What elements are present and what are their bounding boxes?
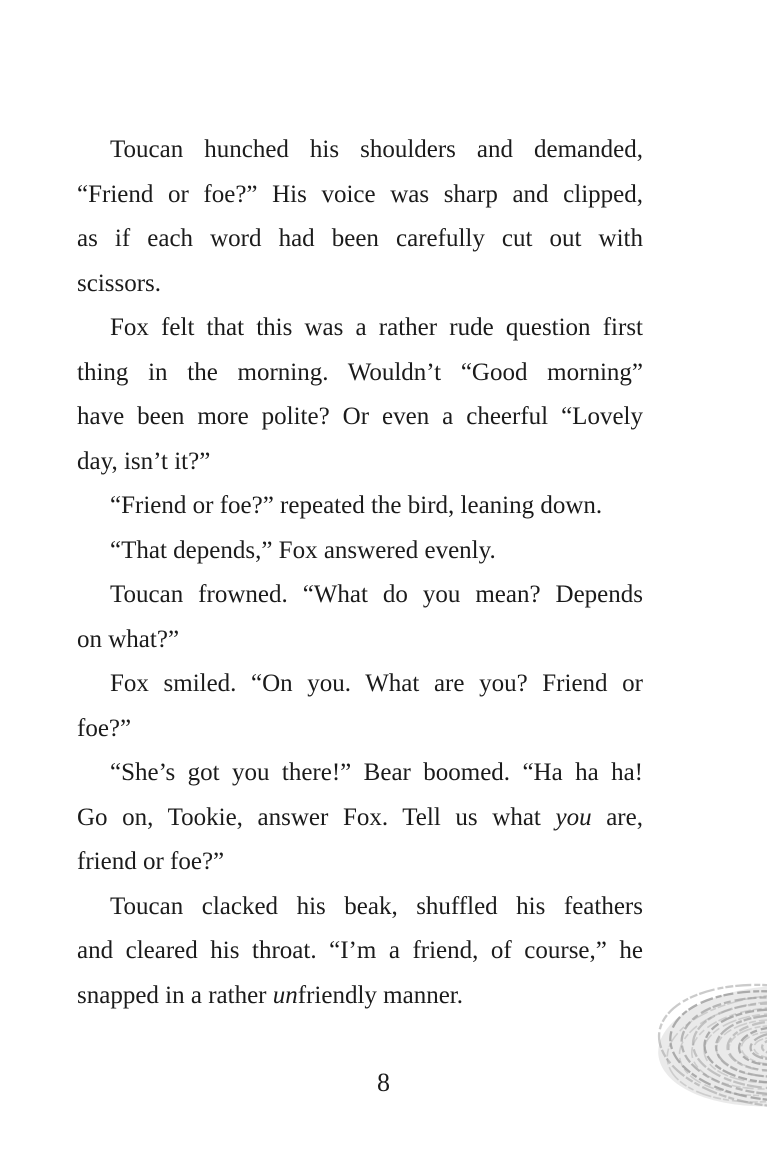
text-line	[77, 573, 643, 618]
text-line	[77, 173, 643, 218]
text-segment: Toucan clacked his beak, shuffled his feathers	[110, 892, 643, 920]
text-line	[77, 262, 643, 307]
text-line	[77, 707, 643, 752]
text-segment: thing in the morning. Wouldn’t “Good morning”	[77, 358, 643, 386]
text-segment: scissors.	[77, 269, 162, 297]
text-line	[77, 440, 643, 485]
text-segment: Toucan hunched his shoulders and demanded,	[110, 136, 643, 163]
story-text	[77, 128, 643, 1018]
text-segment: “Friend or foe?” His voice was sharp and clipped,	[77, 180, 643, 208]
text-line	[77, 529, 643, 574]
thumbprint-image	[647, 978, 767, 1123]
text-segment: “That depends,” Fox answered evenly.	[110, 536, 496, 564]
paragraph	[77, 306, 643, 484]
text-line	[77, 796, 643, 841]
text-segment: on what?”	[77, 625, 180, 653]
paragraph	[77, 662, 643, 751]
text-line	[77, 751, 643, 796]
text-segment: are,	[591, 803, 643, 831]
text-line	[77, 618, 643, 663]
text-line	[77, 351, 643, 396]
paragraph	[77, 751, 643, 885]
paragraph	[77, 573, 643, 662]
text-line	[77, 662, 643, 707]
text-segment: friendly manner.	[297, 981, 463, 1009]
paragraph	[77, 529, 643, 574]
text-segment: and cleared his throat. “I’m a friend, of course,” he	[77, 937, 643, 964]
text-segment: “She’s got you there!” Bear boomed. “Ha ha ha!	[110, 759, 643, 786]
text-line	[77, 395, 643, 440]
italic-text: you	[555, 803, 592, 831]
text-segment: foe?”	[77, 714, 132, 742]
text-segment: snapped in a rather	[77, 981, 273, 1009]
text-line	[77, 840, 643, 885]
text-segment: Go on, Tookie, answer Fox. Tell us what	[77, 803, 556, 831]
text-line	[77, 306, 643, 351]
text-segment: Toucan frowned. “What do you mean? Depends	[110, 581, 643, 608]
paragraph	[77, 885, 643, 1019]
text-line	[77, 217, 643, 262]
paragraph	[77, 128, 643, 306]
text-segment: Fox felt that this was a rather rude question first	[110, 314, 643, 341]
text-line	[77, 128, 643, 173]
text-segment: have been more polite? Or even a cheerful “Lovely	[77, 403, 643, 430]
page-number: 8	[377, 1068, 390, 1097]
text-segment: day, isn’t it?”	[77, 447, 211, 475]
text-line	[77, 885, 643, 930]
text-line	[77, 974, 643, 1019]
text-line	[77, 484, 643, 529]
text-segment: “Friend or foe?” repeated the bird, leaning down.	[110, 492, 603, 519]
italic-text: un	[272, 981, 298, 1009]
text-segment: friend or foe?”	[77, 848, 225, 875]
text-line	[77, 929, 643, 974]
text-segment: as if each word had been carefully cut out with	[77, 225, 643, 252]
text-segment: Fox smiled. “On you. What are you? Friend or	[110, 670, 643, 697]
paragraph	[77, 484, 643, 529]
